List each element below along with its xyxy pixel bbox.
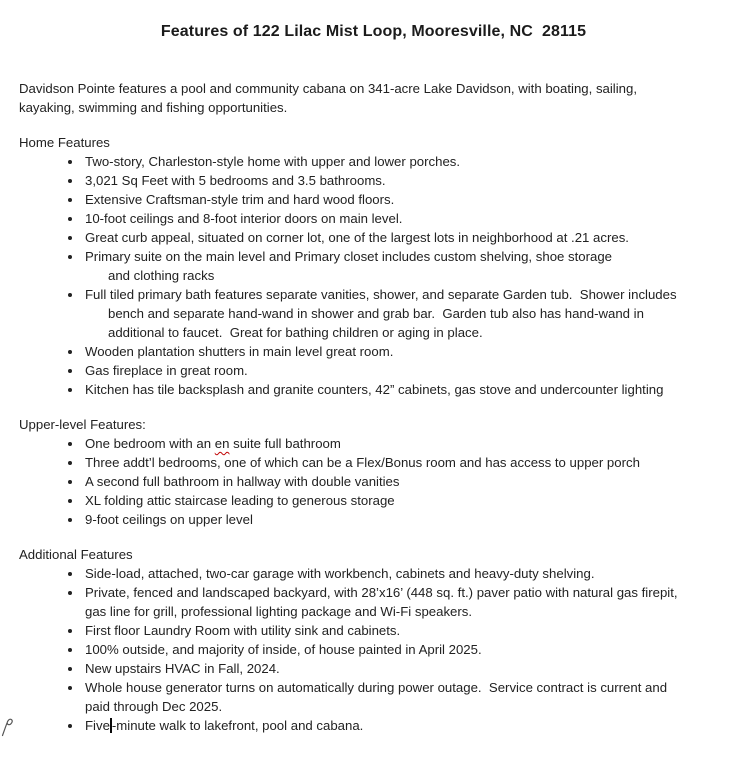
text-line: Side-load, attached, two-car garage with workbench, cabinets and heavy-duty shelving.: [85, 566, 595, 581]
text-line: Gas fireplace in great room.: [85, 363, 248, 378]
text-line: Primary suite on the main level and Primary closet includes custom shelving, shoe storage: [85, 249, 613, 264]
document-title[interactable]: Features of 122 Lilac Mist Loop, Mooresville, NC 28115: [160, 23, 587, 40]
list-item[interactable]: [85, 209, 747, 228]
text-line: Full tiled primary bath features separate vanities, shower, and separate Garden tub. Shower includes: [85, 287, 677, 302]
text-segment: One bedroom with an: [85, 436, 215, 451]
text-line: Davidson Pointe features a pool and community cabana on 341-acre Lake Davidson, with boating, sailing,: [19, 81, 637, 96]
text-segment: -minute walk to lakefront, pool and cabana.: [111, 718, 364, 733]
list-item[interactable]: [85, 361, 747, 380]
section-heading-additional-features[interactable]: Additional Features: [19, 547, 133, 562]
list-item[interactable]: [85, 342, 747, 361]
bullet-list-home-features: [85, 152, 747, 399]
list-item[interactable]: [85, 171, 747, 190]
list-item-en-suite[interactable]: [85, 434, 747, 453]
text-line: paid through Dec 2025.: [85, 699, 223, 714]
text-line: A second full bathroom in hallway with double vanities: [85, 474, 400, 489]
text-segment: suite full bathroom: [229, 436, 341, 451]
list-item[interactable]: [85, 583, 747, 621]
text-line: Wooden plantation shutters in main level great room.: [85, 344, 394, 359]
editing-pen-icon: [1, 717, 15, 737]
list-item[interactable]: [85, 247, 747, 285]
text-line: First floor Laundry Room with utility sink and cabinets.: [85, 623, 401, 638]
text-line: [85, 434, 747, 453]
text-segment: Five: [85, 718, 110, 733]
text-line: Private, fenced and landscaped backyard, with 28’x16’ (448 sq. ft.) paver patio with natural gas firepit,: [85, 585, 678, 600]
list-item[interactable]: [85, 453, 747, 472]
text-line: New upstairs HVAC in Fall, 2024.: [85, 661, 280, 676]
text-line: Whole house generator turns on automatically during power outage. Service contract is current and: [85, 680, 668, 695]
section-heading-upper-level-features[interactable]: Upper-level Features:: [19, 417, 146, 432]
text-line: 10-foot ceilings and 8-foot interior doors on main level.: [85, 211, 403, 226]
list-item[interactable]: [85, 640, 747, 659]
list-item-five-minute[interactable]: [85, 716, 747, 735]
bullet-list-additional-features: [85, 564, 747, 735]
list-item[interactable]: [85, 472, 747, 491]
list-item[interactable]: [85, 659, 747, 678]
text-line: Three addt’l bedrooms, one of which can be a Flex/Bonus room and has access to upper porch: [85, 455, 640, 470]
list-item[interactable]: [85, 228, 747, 247]
bullet-list-upper-level-features: [85, 434, 747, 529]
text-line: Two-story, Charleston-style home with upper and lower porches.: [85, 154, 461, 169]
section-heading-home-features[interactable]: Home Features: [19, 135, 110, 150]
list-item[interactable]: [85, 621, 747, 640]
text-line: 9-foot ceilings on upper level: [85, 512, 253, 527]
list-item[interactable]: [85, 678, 747, 716]
text-line: bench and separate hand-wand in shower and grab bar. Garden tub also has hand-wand in: [108, 306, 644, 321]
text-line: Kitchen has tile backsplash and granite counters, 42” cabinets, gas stove and undercounter lighting: [85, 382, 664, 397]
text-line: and clothing racks: [108, 268, 215, 283]
list-item[interactable]: [85, 190, 747, 209]
list-item[interactable]: [85, 564, 747, 583]
misspelled-word[interactable]: en: [214, 436, 230, 451]
text-line: additional to faucet. Great for bathing children or aging in place.: [108, 325, 483, 340]
list-item[interactable]: [85, 152, 747, 171]
text-line: 100% outside, and majority of inside, of house painted in April 2025.: [85, 642, 482, 657]
text-line: gas line for grill, professional lighting package and Wi-Fi speakers.: [85, 604, 473, 619]
text-line: kayaking, swimming and fishing opportunities.: [19, 99, 288, 115]
intro-paragraph[interactable]: [19, 80, 747, 117]
list-item[interactable]: [85, 380, 747, 399]
list-item[interactable]: [85, 491, 747, 510]
text-line: 3,021 Sq Feet with 5 bedrooms and 3.5 bathrooms.: [85, 173, 386, 188]
text-line: XL folding attic staircase leading to generous storage: [85, 493, 395, 508]
text-line: [85, 716, 747, 735]
list-item[interactable]: [85, 510, 747, 529]
list-item[interactable]: [85, 285, 747, 342]
text-line: Great curb appeal, situated on corner lot, one of the largest lots in neighborhood at .21 acres.: [85, 230, 629, 245]
text-line: Extensive Craftsman-style trim and hard wood floors.: [85, 192, 395, 207]
